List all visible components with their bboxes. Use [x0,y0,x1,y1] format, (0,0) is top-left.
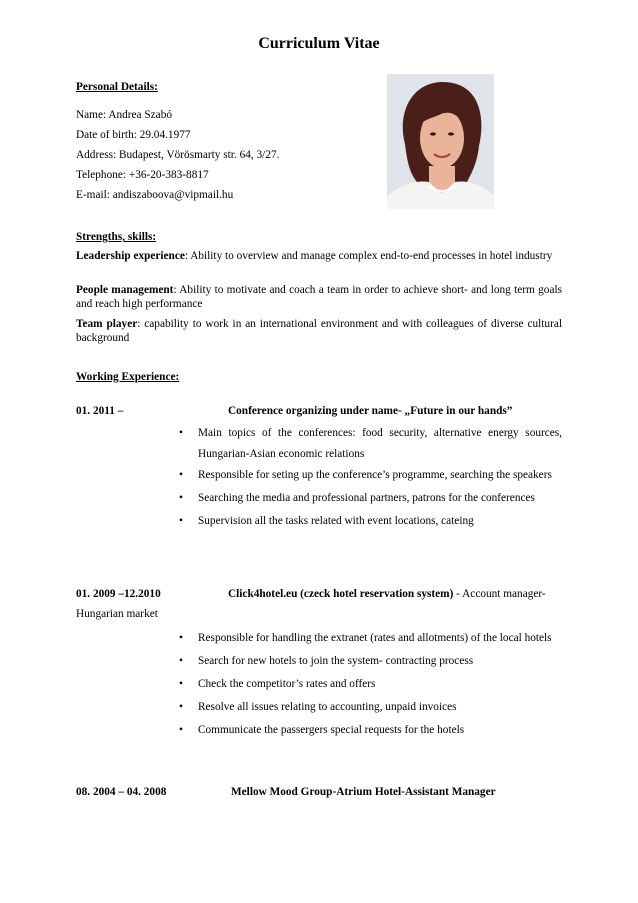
bullet-icon: • [179,655,183,667]
personal-name: Name: Andrea Szabó [76,109,172,121]
strength-label: Team player [76,318,138,330]
list-item [176,465,562,486]
list-item [176,628,562,649]
job-bullet-list [176,628,562,741]
list-item [176,423,562,465]
bullet-text: Resolve all issues relating to accounting, unpaid invoices [198,701,457,713]
list-item [176,488,562,509]
strength-label: Leadership experience [76,250,185,262]
bullet-text: Responsible for handling the extranet (rates and allotments) of the local hotels [198,632,552,644]
bullet-text: Responsible for seting up the conference’s programme, searching the speakers [198,469,552,481]
profile-photo [387,74,494,209]
strength-text: : Ability to overview and manage complex end-to-end processes in hotel industry [184,250,553,262]
strength-text: : Ability to motivate and coach a team in order to achieve short- and long term goals and reach high performance [76,284,562,310]
strength-item [76,249,562,263]
bullet-text: Communicate the passergers special requests for the hotels [198,724,465,736]
bullet-icon: • [179,678,183,690]
bullet-icon: • [179,469,183,481]
bullet-icon: • [179,492,183,504]
portrait-image [387,74,494,209]
strength-item [76,283,562,311]
list-item [176,511,562,532]
personal-address: Address: Budapest, Vörösmarty str. 64, 3/27. [76,149,280,161]
job-header [228,405,562,417]
job-title: Click4hotel.eu (czeck hotel reservation system) [228,588,454,600]
list-item [176,720,562,741]
bullet-icon: • [179,427,183,439]
job-role: - Account manager- [453,588,546,600]
bullet-icon: • [179,515,183,527]
bullet-text: Searching the media and professional partners, patrons for the conferences [198,492,535,504]
bullet-text: Search for new hotels to join the system- contracting process [198,655,474,667]
personal-telephone: Telephone: +36-20-383-8817 [76,169,209,181]
job-header [231,786,565,798]
job-role-continuation: Hungarian market [76,608,158,620]
bullet-text: Supervision all the tasks related with event locations, cateing [198,515,474,527]
job-title: Mellow Mood Group-Atrium Hotel-Assistant Manager [231,786,496,798]
job-date: 08. 2004 – 04. 2008 [76,786,167,798]
page-title: Curriculum Vitae [258,35,380,52]
personal-details-heading: Personal Details: [76,81,158,93]
bullet-icon: • [179,724,183,736]
strengths-heading: Strengths, skills: [76,231,157,243]
bullet-icon: • [179,632,183,644]
job-header [228,588,562,600]
personal-dob: Date of birth: 29.04.1977 [76,129,191,141]
personal-email: E-mail: andiszaboova@vipmail.hu [76,189,234,201]
list-item [176,697,562,718]
job-title: Conference organizing under name- „Future in our hands” [228,405,513,417]
list-item [176,674,562,695]
strength-label: People management [76,284,174,296]
bullet-icon: • [179,701,183,713]
bullet-text: Check the competitor’s rates and offers [198,678,376,690]
job-date: 01. 2009 –12.2010 [76,588,161,600]
strength-item [76,317,562,345]
job-date: 01. 2011 – [76,405,124,417]
list-item [176,651,562,672]
working-experience-heading: Working Experience: [76,371,180,383]
job-bullet-list [176,423,562,532]
strength-text: : capability to work in an international environment and with colleagues of diverse cultural background [76,318,562,344]
bullet-text: Main topics of the conferences: food security, alternative energy sources, Hungarian-Asian economic relations [198,427,562,460]
